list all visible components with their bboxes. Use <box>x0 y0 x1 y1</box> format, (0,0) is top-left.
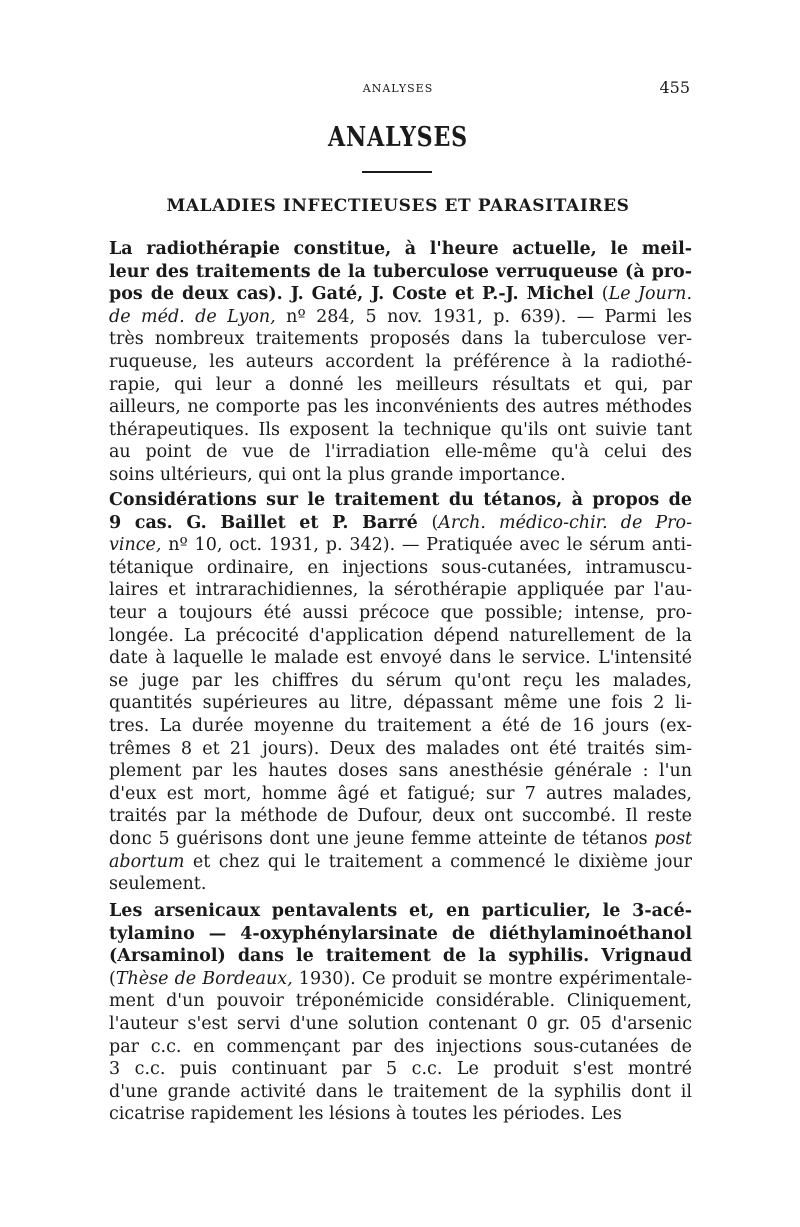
body-text: seulement. <box>109 874 207 895</box>
text-line <box>109 670 692 693</box>
bold-text: La radiothérapie constitue, à l'heure actuelle, le meil- <box>109 239 692 259</box>
text-line <box>109 396 692 419</box>
body-text: tétanique ordinaire, en injections sous-cutanées, intramuscu- <box>109 557 692 578</box>
running-title: ANALYSES <box>362 82 434 95</box>
text-line <box>109 760 692 783</box>
body-text: d'une grande activité dans le traitement de la syphilis dont il <box>109 1081 692 1102</box>
page-number: 455 <box>659 78 690 97</box>
body-text: d'eux est mort, homme âgé et fatigué; sur 7 autres malades, <box>109 783 692 804</box>
body-text: ( <box>431 512 439 533</box>
body-text: ailleurs, ne comporte pas les inconvénients des autres méthodes <box>109 397 692 418</box>
text-line <box>109 374 692 397</box>
text-line <box>109 419 692 442</box>
text-line <box>109 283 692 306</box>
body-text: date à laquelle le malade est envoyé dans le service. L'intensité <box>109 648 692 669</box>
text-line <box>109 990 692 1013</box>
bold-text: 9 cas. G. Baillet et P. Barré <box>109 512 432 533</box>
italic-text: Le Journ. <box>608 284 692 305</box>
running-head <box>108 78 688 98</box>
title-rule <box>362 171 432 173</box>
body-text: donc 5 guérisons dont une jeune femme atteinte de tétanos <box>109 828 655 849</box>
body-text: soins ultérieurs, qui ont la plus grande importance. <box>109 464 566 485</box>
text-line <box>109 512 692 535</box>
bold-text: leur des traitements de la tuberculose verruqueuse (à pro- <box>109 261 692 282</box>
section-heading: MALADIES INFECTIEUSES ET PARASITAIRES <box>166 196 630 216</box>
text-line <box>109 579 692 602</box>
italic-text: Arch. médico-chir. de Pro- <box>438 512 692 533</box>
text-line <box>109 851 692 874</box>
body-text: 3 c.c. puis continuant par 5 c.c. Le produit s'est montré <box>109 1059 692 1080</box>
body-text: l'auteur s'est servi d'une solution contenant 0 gr. 05 d'arsenic <box>109 1013 692 1034</box>
bold-text: (Arsaminol) dans le traitement de la syphilis. Vrignaud <box>109 946 692 967</box>
body-text: plement par les hautes doses sans anesthésie générale : l'un <box>109 761 692 782</box>
italic-text: abortum <box>109 851 185 872</box>
text-line <box>109 968 692 991</box>
body-text: et chez qui le traitement a commencé le dixième jour <box>184 851 692 872</box>
text-line <box>109 441 692 464</box>
body-text: thérapeutiques. Ils exposent la technique qu'ils ont suivie tant <box>109 419 692 440</box>
text-line <box>109 738 692 761</box>
italic-text: de méd. de Lyon, <box>109 306 276 327</box>
body-text: cicatrise rapidement les lésions à toutes les périodes. Les <box>109 1104 622 1125</box>
italic-text: Thèse de Bordeaux, <box>115 968 293 989</box>
text-line <box>109 923 692 946</box>
bold-text: Les arsenicaux pentavalents et, en particulier, le 3-acé- <box>109 901 692 921</box>
text-line <box>109 828 692 851</box>
body-text: laires et intrarachidiennes, la sérothérapie appliquée par l'au- <box>109 580 692 601</box>
text-line <box>109 489 692 512</box>
body-text: trêmes 8 et 21 jours). Deux des malades ont été traités sim- <box>109 738 692 759</box>
bold-text: tylamino — 4-oxyphénylarsinate de diéthylaminoéthanol <box>109 923 692 944</box>
text-line <box>109 805 692 828</box>
text-line <box>109 1081 692 1104</box>
text-line <box>109 351 692 374</box>
text-line <box>109 238 692 261</box>
text-line <box>109 261 692 284</box>
body-text: ruqueuse, les auteurs accordent la préférence à la radiothé- <box>109 351 692 372</box>
text-line <box>109 1058 692 1081</box>
abstract-arsenicaux <box>109 900 692 1126</box>
text-line <box>109 464 692 487</box>
italic-text: vince, <box>109 535 162 556</box>
text-line <box>109 692 692 715</box>
body-text: ( <box>601 284 609 305</box>
text-line <box>109 900 692 923</box>
text-line <box>109 306 692 329</box>
abstract-tetanos <box>109 489 692 896</box>
body-text: nº 10, oct. 1931, p. 342). — Pratiquée avec le sérum anti- <box>161 535 692 556</box>
bold-text: pos de deux cas). J. Gaté, J. Coste et P.-J. Michel <box>109 284 602 305</box>
body-text: 1930). Ce produit se montre expérimentale- <box>292 968 692 989</box>
bold-text: Considérations sur le traitement du tétanos, à propos de <box>109 490 692 510</box>
body-text: au point de vue de l'irradiation elle-même qu'à celui des <box>109 442 692 463</box>
body-text: longée. La précocité d'application dépend naturellement de la <box>109 625 692 646</box>
text-line <box>109 1103 692 1126</box>
body-text: tres. La durée moyenne du traitement a été de 16 jours (ex- <box>109 715 692 736</box>
abstract-radiotherapie <box>109 238 692 487</box>
text-line <box>109 647 692 670</box>
text-line <box>109 1036 692 1059</box>
body-text: par c.c. en commençant par des injections sous-cutanées de <box>109 1036 692 1057</box>
page-title: ANALYSES <box>328 122 468 153</box>
text-line <box>109 873 692 896</box>
text-line <box>109 1013 692 1036</box>
text-line <box>109 715 692 738</box>
body-text: très nombreux traitements proposés dans la tuberculose ver- <box>109 329 692 350</box>
text-line <box>109 625 692 648</box>
text-line <box>109 783 692 806</box>
body-text: ment d'un pouvoir tréponémicide considérable. Cliniquement, <box>109 991 692 1012</box>
body-text: se juge par les chiffres du sérum qu'ont reçu les malades, <box>109 670 692 691</box>
text-line <box>109 557 692 580</box>
text-line <box>109 945 692 968</box>
text-line <box>109 328 692 351</box>
body-text: nº 284, 5 nov. 1931, p. 639). — Parmi les <box>275 306 692 327</box>
body-text: traités par la méthode de Dufour, deux ont succombé. Il reste <box>109 806 692 827</box>
body-text: teur a toujours été aussi précoce que possible; intense, pro- <box>109 602 692 623</box>
body-text: ( <box>109 968 116 989</box>
body-text: rapie, qui leur a donné les meilleurs résultats et qui, par <box>109 374 692 395</box>
text-line <box>109 534 692 557</box>
text-line <box>109 602 692 625</box>
italic-text: post <box>654 828 692 849</box>
body-text: quantités supérieures au litre, dépassant même une fois 2 li- <box>109 693 692 714</box>
